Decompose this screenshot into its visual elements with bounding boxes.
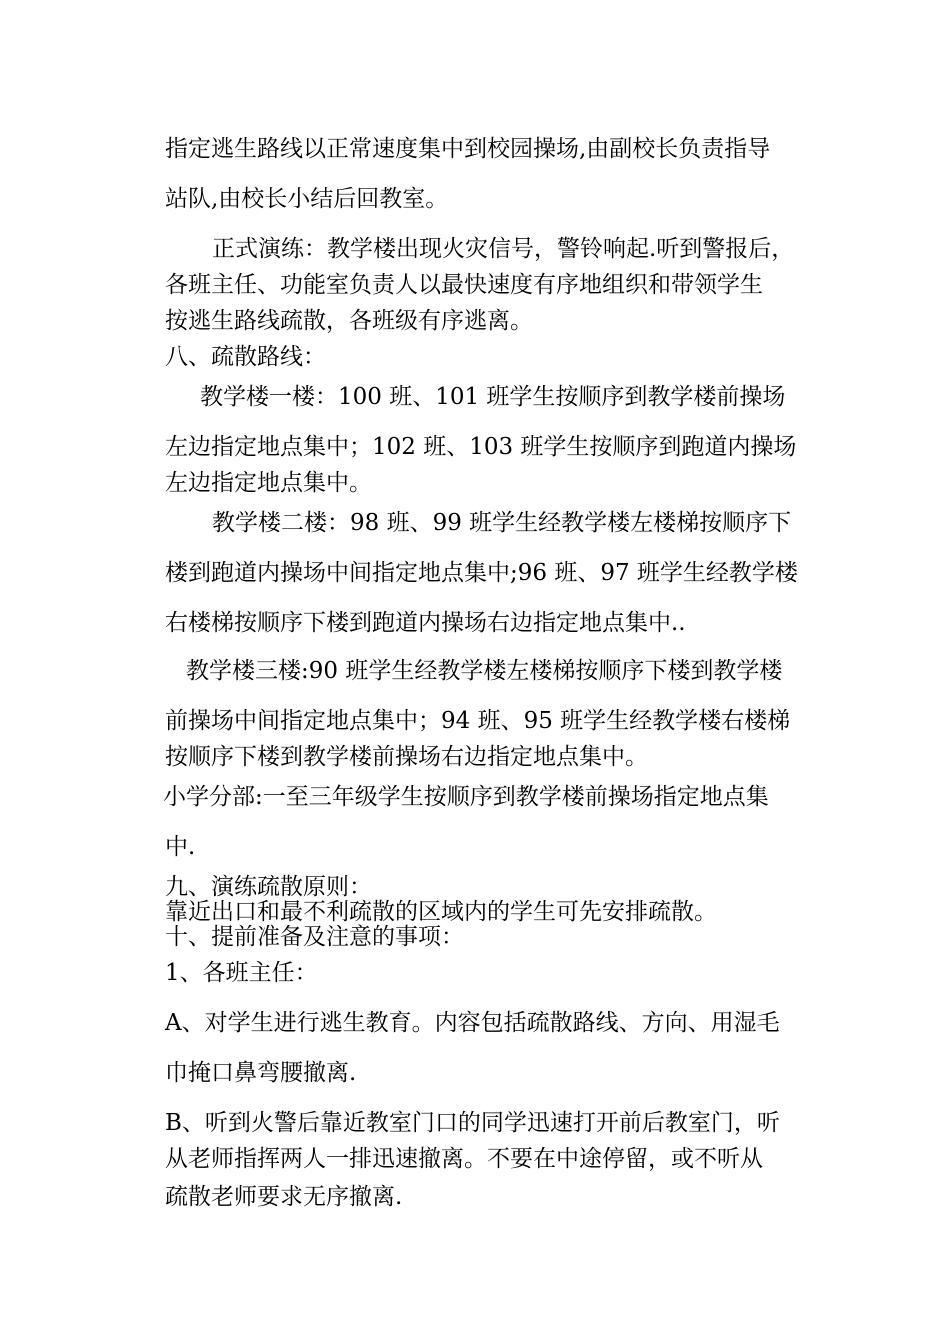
- text-line: 楼到跑道内操场中间指定地点集中;96 班、97 班学生经教学楼: [165, 560, 798, 586]
- text-line: 各班主任、功能室负责人以最快速度有序地组织和带领学生: [165, 272, 763, 298]
- text-line: 中.: [165, 834, 196, 860]
- list-item: B、听到火警后靠近教室门口的同学迅速打开前后教室门，听: [165, 1110, 780, 1136]
- text-line: 右楼梯按顺序下楼到跑道内操场右边指定地点集中..: [165, 610, 686, 636]
- text-line: 左边指定地点集中；102 班、103 班学生按顺序到跑道内操场: [165, 434, 797, 460]
- text-line: 左边指定地点集中。: [165, 470, 372, 496]
- text-line: 教学楼二楼：98 班、99 班学生经教学楼左楼梯按顺序下: [212, 510, 792, 536]
- text-line: 站队,由校长小结后回教室。: [165, 186, 449, 212]
- section-heading: 十、提前准备及注意的事项：: [165, 924, 464, 950]
- text-line: 按逃生路线疏散，各班级有序逃离。: [165, 308, 533, 334]
- text-line: 教学楼一楼：100 班、101 班学生按顺序到教学楼前操场: [200, 384, 786, 410]
- text-line: 靠近出口和最不利疏散的区域内的学生可先安排疏散。: [165, 899, 717, 925]
- text-line: 疏散老师要求无序撤离.: [165, 1184, 403, 1210]
- text-line: 从老师指挥两人一排迅速撤离。不要在中途停留，或不听从: [165, 1146, 763, 1172]
- text-line: 教学楼三楼:90 班学生经教学楼左楼梯按顺序下楼到教学楼: [186, 658, 783, 684]
- text-line: 巾掩口鼻弯腰撤离.: [165, 1060, 357, 1086]
- text-line: 前操场中间指定地点集中；94 班、95 班学生经教学楼右楼梯: [165, 708, 791, 734]
- text-line: 按顺序下楼到教学楼前操场右边指定地点集中。: [165, 744, 648, 770]
- text-line: 小学分部:一至三年级学生按顺序到教学楼前操场指定地点集: [163, 784, 769, 810]
- list-item: A、对学生进行逃生教育。内容包括疏散路线、方向、用湿毛: [165, 1010, 780, 1036]
- list-heading: 1、各班主任：: [165, 960, 318, 986]
- text-line: 正式演练：教学楼出现火灾信号，警铃响起.听到警报后，: [212, 236, 795, 262]
- text-line: 指定逃生路线以正常速度集中到校园操场,由副校长负责指导: [165, 136, 771, 162]
- section-heading: 九、演练疏散原则：: [165, 874, 372, 900]
- section-heading: 八、疏散路线：: [165, 344, 326, 370]
